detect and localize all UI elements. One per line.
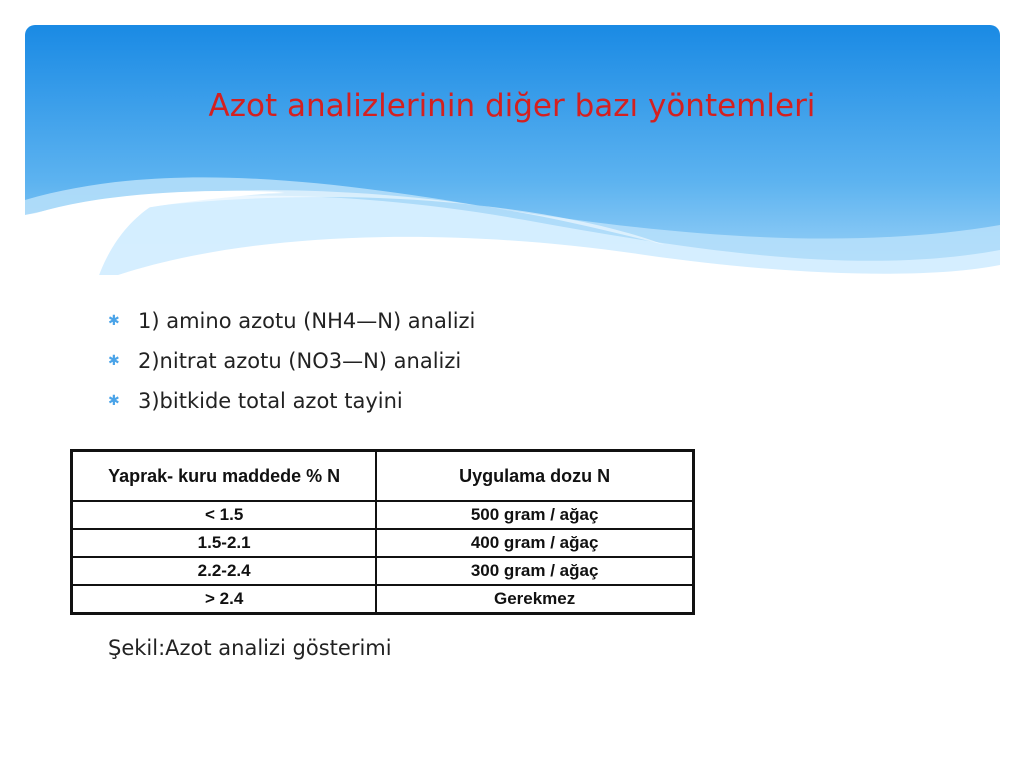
bullet-item xyxy=(108,305,475,345)
asterisk-icon: ✱ xyxy=(108,353,120,369)
cell-nitrogen-range: < 1.5 xyxy=(72,501,377,529)
asterisk-icon: ✱ xyxy=(108,393,120,409)
bullet-item xyxy=(108,345,475,385)
dose-table-figure xyxy=(70,449,695,610)
bullet-text: 2)nitrat azotu (NO3—N) analizi xyxy=(138,349,462,373)
cell-nitrogen-range: > 2.4 xyxy=(72,585,377,614)
header-application-dose: Uygulama dozu N xyxy=(376,451,693,502)
bullet-text: 1) amino azotu (NH4—N) analizi xyxy=(138,309,476,333)
cell-dose: 300 gram / ağaç xyxy=(376,557,693,585)
header-banner xyxy=(25,25,1000,287)
cell-dose: 500 gram / ağaç xyxy=(376,501,693,529)
figure-caption: Şekil:Azot analizi gösterimi xyxy=(108,636,392,660)
cell-nitrogen-range: 1.5-2.1 xyxy=(72,529,377,557)
table-row xyxy=(72,557,694,585)
cell-dose: Gerekmez xyxy=(376,585,693,614)
bullet-text: 3)bitkide total azot tayini xyxy=(138,389,403,413)
table-header-row xyxy=(72,451,694,502)
table-row xyxy=(72,529,694,557)
bullet-list xyxy=(108,305,475,425)
asterisk-icon: ✱ xyxy=(108,313,120,329)
cell-dose: 400 gram / ağaç xyxy=(376,529,693,557)
header-leaf-nitrogen: Yaprak- kuru maddede % N xyxy=(72,451,377,502)
table-row xyxy=(72,501,694,529)
cell-nitrogen-range: 2.2-2.4 xyxy=(72,557,377,585)
dose-table xyxy=(70,449,695,615)
slide-title: Azot analizlerinin diğer bazı yöntemleri xyxy=(208,88,816,124)
wave-background xyxy=(25,25,1000,287)
bullet-item xyxy=(108,385,475,425)
table-row xyxy=(72,585,694,614)
